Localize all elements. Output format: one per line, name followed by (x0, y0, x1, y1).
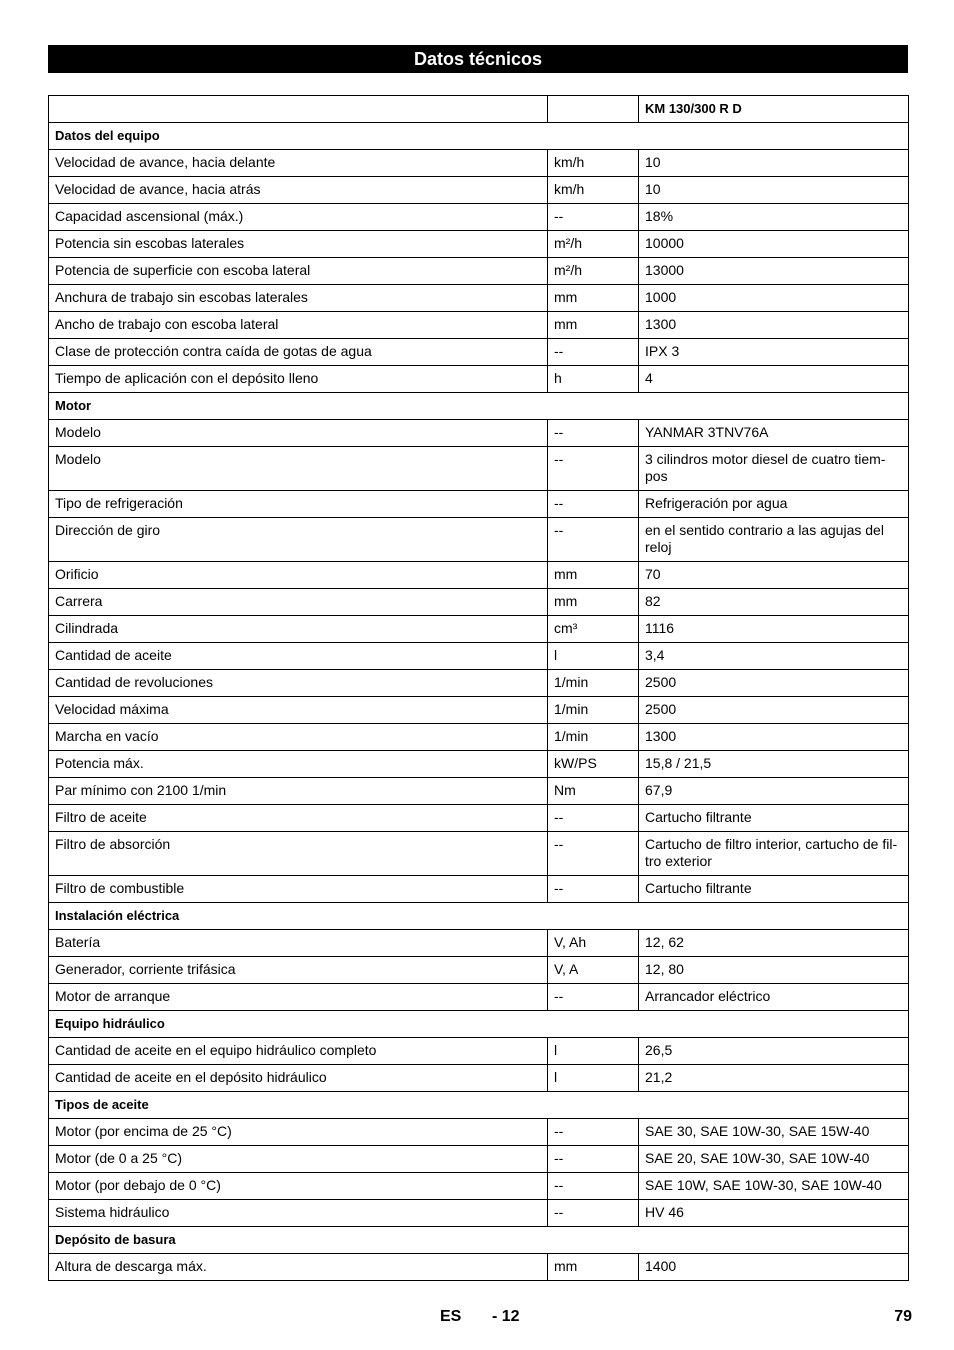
table-row (49, 643, 909, 670)
row-label: Potencia máx. (49, 751, 548, 778)
row-unit: -- (548, 491, 639, 518)
table-row (49, 1173, 909, 1200)
row-unit: l (548, 643, 639, 670)
row-unit: mm (548, 1254, 639, 1281)
table-row (49, 616, 909, 643)
row-label: Cantidad de revoluciones (49, 670, 548, 697)
row-label: Potencia de superficie con escoba lateral (49, 258, 548, 285)
table-row (49, 589, 909, 616)
row-value: Cartucho filtrante (639, 876, 909, 903)
row-label: Filtro de aceite (49, 805, 548, 832)
page-title: Datos técnicos (48, 45, 908, 73)
row-unit: km/h (548, 150, 639, 177)
table-row (49, 491, 909, 518)
row-value: 10000 (639, 231, 909, 258)
header-label-cell (49, 96, 548, 123)
row-label: Motor (por debajo de 0 °C) (49, 1173, 548, 1200)
row-label: Tiempo de aplicación con el depósito lleno (49, 366, 548, 393)
row-unit: mm (548, 312, 639, 339)
row-value: Refrigeración por agua (639, 491, 909, 518)
table-row (49, 832, 909, 876)
row-value: SAE 20, SAE 10W-30, SAE 10W-40 (639, 1146, 909, 1173)
row-unit: V, Ah (548, 930, 639, 957)
row-value: 10 (639, 177, 909, 204)
row-unit: -- (548, 1173, 639, 1200)
table-header-row (49, 96, 909, 123)
row-unit: kW/PS (548, 751, 639, 778)
row-label: Capacidad ascensional (máx.) (49, 204, 548, 231)
row-value: 67,9 (639, 778, 909, 805)
row-unit: h (548, 366, 639, 393)
row-value: IPX 3 (639, 339, 909, 366)
row-unit: -- (548, 447, 639, 491)
row-unit: -- (548, 420, 639, 447)
row-value: 3,4 (639, 643, 909, 670)
row-unit: 1/min (548, 670, 639, 697)
row-value: 2500 (639, 670, 909, 697)
section-heading: Tipos de aceite (49, 1092, 909, 1119)
row-unit: 1/min (548, 724, 639, 751)
row-value: 15,8 / 21,5 (639, 751, 909, 778)
row-value: 70 (639, 562, 909, 589)
table-row (49, 876, 909, 903)
footer-page-number: 79 (894, 1308, 912, 1325)
table-row (49, 204, 909, 231)
table-row (49, 150, 909, 177)
row-value: 1116 (639, 616, 909, 643)
row-unit: V, A (548, 957, 639, 984)
row-label: Filtro de combustible (49, 876, 548, 903)
section-row (49, 123, 909, 150)
table-row (49, 1119, 909, 1146)
row-value: Cartucho de filtro interior, cartucho de fil-tro exterior (639, 832, 909, 876)
table-row (49, 697, 909, 724)
table-row (49, 518, 909, 562)
section-heading: Equipo hidráulico (49, 1011, 909, 1038)
row-unit: km/h (548, 177, 639, 204)
row-unit: -- (548, 984, 639, 1011)
row-value: YANMAR 3TNV76A (639, 420, 909, 447)
table-row (49, 177, 909, 204)
section-row (49, 903, 909, 930)
row-label: Filtro de absorción (49, 832, 548, 876)
row-value: 12, 80 (639, 957, 909, 984)
row-unit: m²/h (548, 231, 639, 258)
table-row (49, 957, 909, 984)
row-unit: mm (548, 285, 639, 312)
model-header: KM 130/300 R D (639, 96, 909, 123)
row-unit: m²/h (548, 258, 639, 285)
row-label: Generador, corriente trifásica (49, 957, 548, 984)
section-row (49, 393, 909, 420)
table-row (49, 447, 909, 491)
row-label: Orificio (49, 562, 548, 589)
row-unit: -- (548, 518, 639, 562)
row-unit: -- (548, 339, 639, 366)
row-label: Batería (49, 930, 548, 957)
footer-language: ES (440, 1308, 462, 1325)
section-heading: Motor (49, 393, 909, 420)
table-row (49, 670, 909, 697)
table-row (49, 751, 909, 778)
row-unit: -- (548, 876, 639, 903)
row-value: 18% (639, 204, 909, 231)
row-value: 21,2 (639, 1065, 909, 1092)
row-value: 12, 62 (639, 930, 909, 957)
row-label: Modelo (49, 447, 548, 491)
table-row (49, 1200, 909, 1227)
row-label: Modelo (49, 420, 548, 447)
row-unit: mm (548, 589, 639, 616)
table-row (49, 805, 909, 832)
row-unit: -- (548, 832, 639, 876)
row-value: 10 (639, 150, 909, 177)
row-value: en el sentido contrario a las agujas del reloj (639, 518, 909, 562)
table-row (49, 285, 909, 312)
row-unit: cm³ (548, 616, 639, 643)
row-label: Tipo de refrigeración (49, 491, 548, 518)
section-row (49, 1011, 909, 1038)
row-label: Clase de protección contra caída de gotas de agua (49, 339, 548, 366)
row-value: Arrancador eléctrico (639, 984, 909, 1011)
specs-table-body (49, 96, 909, 1281)
row-value: 13000 (639, 258, 909, 285)
table-row (49, 366, 909, 393)
row-label: Potencia sin escobas laterales (49, 231, 548, 258)
row-label: Marcha en vacío (49, 724, 548, 751)
row-unit: -- (548, 204, 639, 231)
section-row (49, 1092, 909, 1119)
table-row (49, 1254, 909, 1281)
table-row (49, 1038, 909, 1065)
row-label: Ancho de trabajo con escoba lateral (49, 312, 548, 339)
table-row (49, 724, 909, 751)
section-row (49, 1227, 909, 1254)
row-label: Dirección de giro (49, 518, 548, 562)
row-label: Motor (de 0 a 25 °C) (49, 1146, 548, 1173)
table-row (49, 312, 909, 339)
table-row (49, 1146, 909, 1173)
table-row (49, 562, 909, 589)
row-label: Cantidad de aceite en el equipo hidráulico completo (49, 1038, 548, 1065)
table-row (49, 930, 909, 957)
header-unit-cell (548, 96, 639, 123)
row-value: Cartucho filtrante (639, 805, 909, 832)
row-label: Sistema hidráulico (49, 1200, 548, 1227)
row-value: 2500 (639, 697, 909, 724)
section-heading: Depósito de basura (49, 1227, 909, 1254)
row-label: Cilindrada (49, 616, 548, 643)
table-row (49, 420, 909, 447)
row-label: Cantidad de aceite en el depósito hidráulico (49, 1065, 548, 1092)
row-value: 4 (639, 366, 909, 393)
row-unit: -- (548, 1146, 639, 1173)
table-row (49, 1065, 909, 1092)
row-label: Velocidad de avance, hacia delante (49, 150, 548, 177)
row-label: Altura de descarga máx. (49, 1254, 548, 1281)
table-row (49, 778, 909, 805)
row-label: Carrera (49, 589, 548, 616)
section-heading: Instalación eléctrica (49, 903, 909, 930)
row-value: HV 46 (639, 1200, 909, 1227)
row-label: Velocidad máxima (49, 697, 548, 724)
row-value: SAE 10W, SAE 10W-30, SAE 10W-40 (639, 1173, 909, 1200)
row-value: 1000 (639, 285, 909, 312)
footer-page: - 12 (492, 1308, 520, 1325)
row-value: 82 (639, 589, 909, 616)
row-unit: 1/min (548, 697, 639, 724)
row-label: Par mínimo con 2100 1/min (49, 778, 548, 805)
row-unit: -- (548, 1119, 639, 1146)
row-value: 1400 (639, 1254, 909, 1281)
row-label: Cantidad de aceite (49, 643, 548, 670)
section-heading: Datos del equipo (49, 123, 909, 150)
row-label: Velocidad de avance, hacia atrás (49, 177, 548, 204)
table-row (49, 258, 909, 285)
table-row (49, 231, 909, 258)
row-label: Motor de arranque (49, 984, 548, 1011)
row-unit: -- (548, 1200, 639, 1227)
row-unit: l (548, 1038, 639, 1065)
specs-table (48, 95, 909, 1281)
row-value: 1300 (639, 724, 909, 751)
table-row (49, 339, 909, 366)
row-label: Anchura de trabajo sin escobas laterales (49, 285, 548, 312)
table-row (49, 984, 909, 1011)
row-value: 1300 (639, 312, 909, 339)
row-label: Motor (por encima de 25 °C) (49, 1119, 548, 1146)
row-unit: -- (548, 805, 639, 832)
row-value: 3 cilindros motor diesel de cuatro tiem-pos (639, 447, 909, 491)
row-value: 26,5 (639, 1038, 909, 1065)
row-value: SAE 30, SAE 10W-30, SAE 15W-40 (639, 1119, 909, 1146)
row-unit: Nm (548, 778, 639, 805)
row-unit: l (548, 1065, 639, 1092)
row-unit: mm (548, 562, 639, 589)
